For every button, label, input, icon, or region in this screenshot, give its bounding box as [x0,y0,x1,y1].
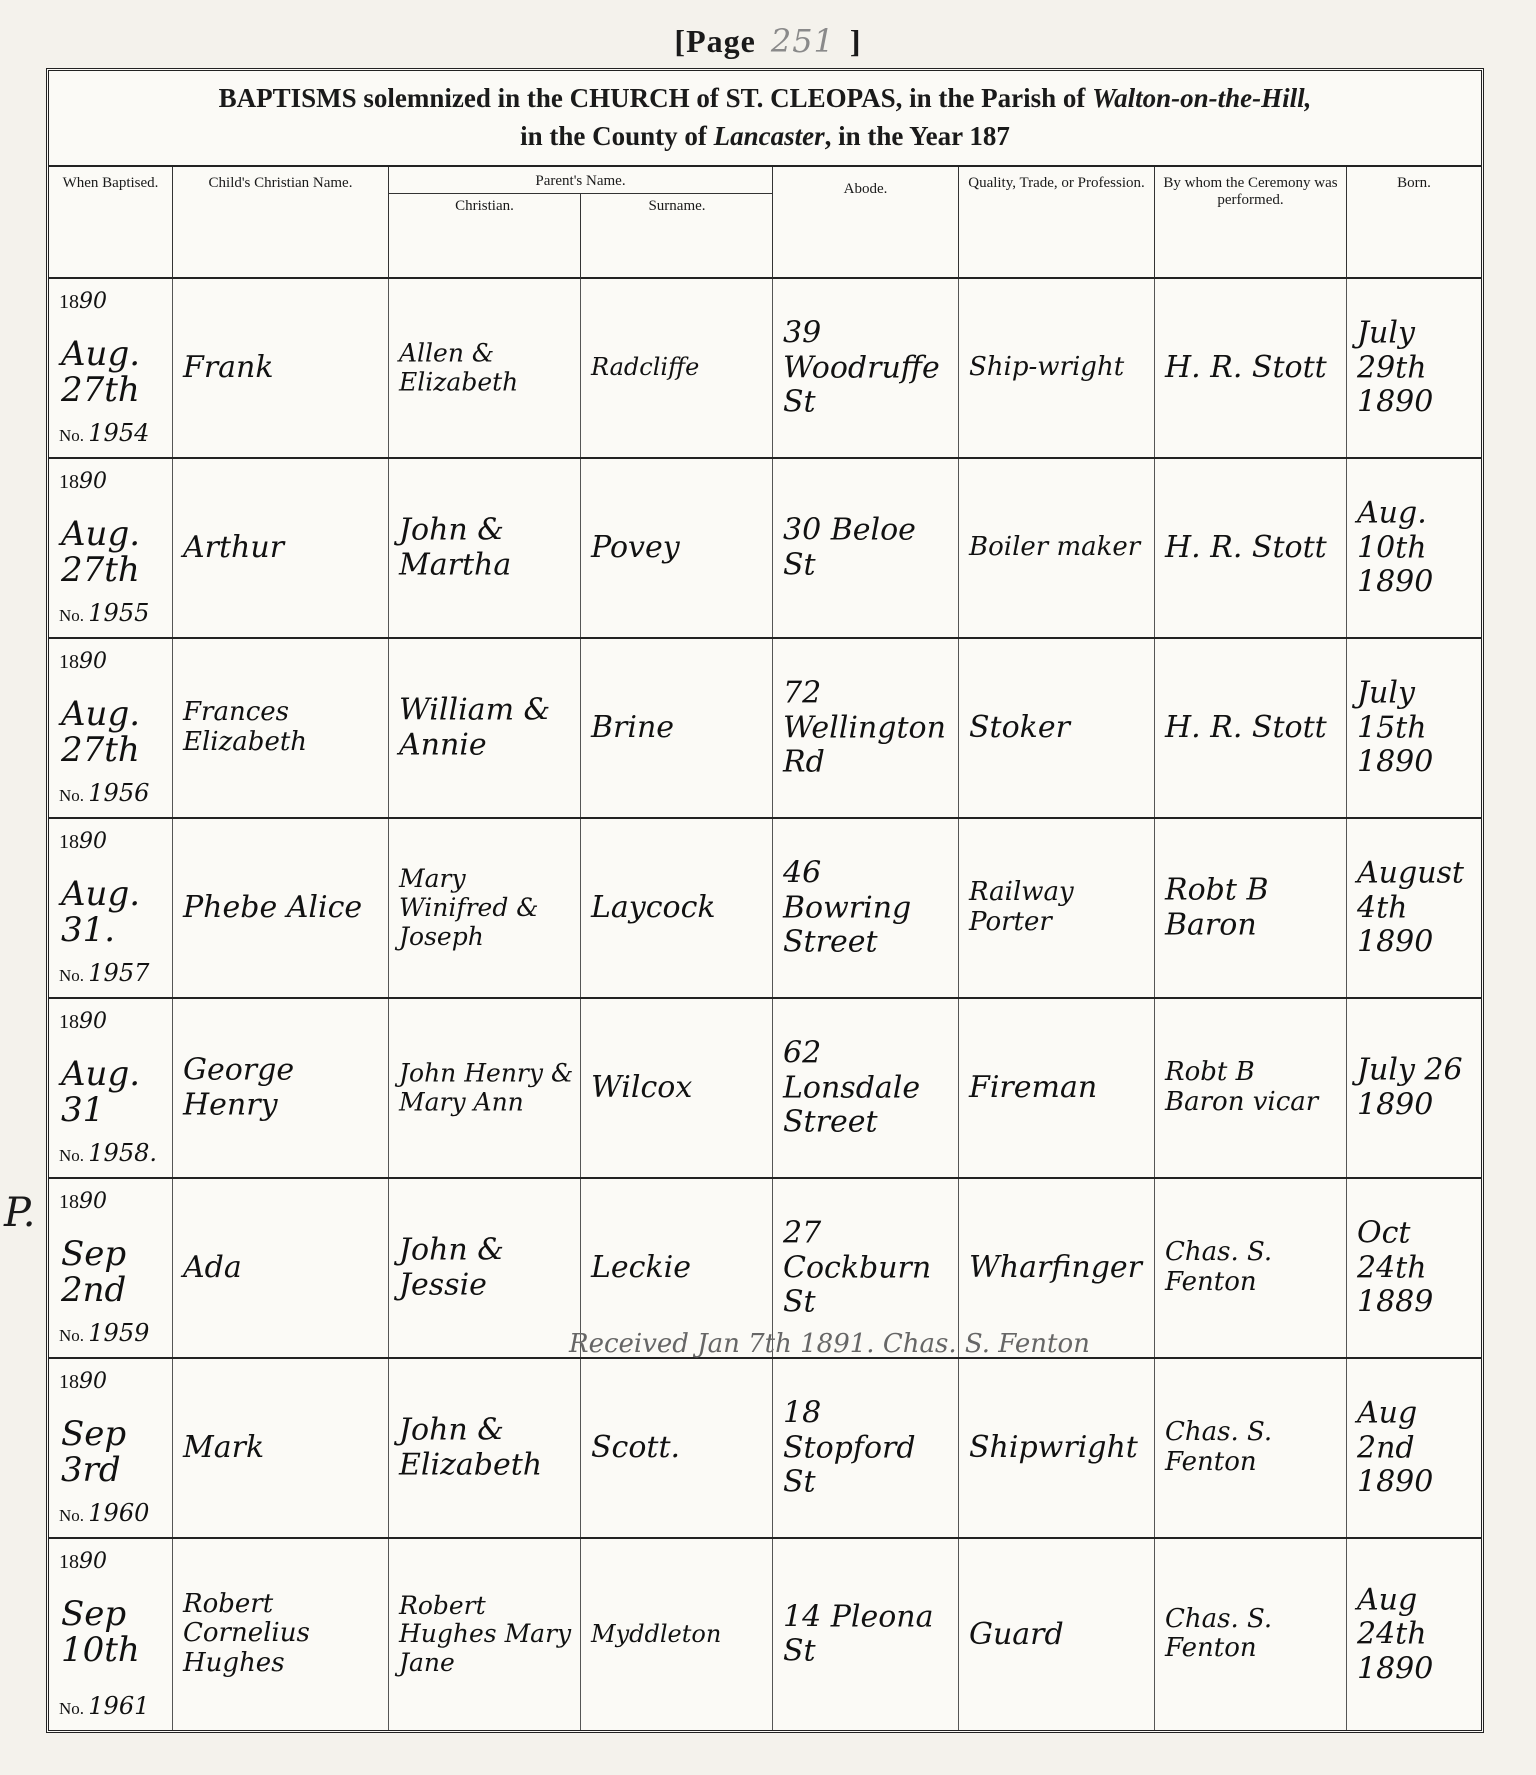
born-value: Oct 24th 1889 [1357,1215,1434,1320]
abode-value: 72 Wellington Rd [783,675,946,780]
abode-cell [773,639,959,817]
child-cell [173,639,389,817]
baptism-year [59,469,107,494]
year-suffix: 90 [79,829,107,854]
born-value: July 15th 1890 [1357,675,1434,780]
quality-cell [959,639,1155,817]
quality-value: Fireman [969,1069,1098,1105]
quality-value: Wharfinger [969,1249,1143,1285]
year-suffix: 90 [79,1189,107,1214]
born-value: July 29th 1890 [1357,315,1434,420]
born-cell [1347,999,1481,1177]
entry-number [59,599,149,627]
by-value: Robt B Baron [1165,872,1269,942]
surname-value: Laycock [591,889,716,925]
when-baptised-cell [49,459,173,637]
christian-cell [389,1539,581,1730]
child-value: Ada [183,1249,242,1285]
entry-number [59,1319,149,1347]
child-value: Phebe Alice [183,889,363,925]
page-label-suffix: ] [849,23,862,59]
when-baptised-cell [49,819,173,997]
christian-cell [389,279,581,457]
surname-value: Wilcox [591,1069,693,1105]
heading-year: , in the Year 187 [824,121,1010,151]
entry-number-prefix: No. [59,966,89,985]
born-cell [1347,1539,1481,1730]
quality-cell [959,459,1155,637]
christian-cell [389,639,581,817]
child-cell [173,1539,389,1730]
register-entry-row [49,1539,1481,1730]
register-entry-row [49,459,1481,639]
year-prefix: 18 [59,291,79,313]
christian-value: John & Jessie [399,1232,504,1302]
heading-line-2 [49,117,1481,155]
christian-cell [389,819,581,997]
child-cell [173,999,389,1177]
year-prefix: 18 [59,471,79,493]
register-entry-row [49,279,1481,459]
baptism-date: Aug. 27th [61,334,141,410]
born-value: Aug 24th 1890 [1357,1581,1434,1686]
surname-cell [581,819,773,997]
year-suffix: 90 [79,649,107,674]
entry-number-prefix: No. [59,1506,89,1525]
child-value: Frances Elizabeth [183,697,308,757]
column-group-parents [389,167,773,279]
born-cell [1347,1179,1481,1357]
by-cell [1155,639,1347,817]
by-cell [1155,999,1347,1177]
by-cell [1155,459,1347,637]
surname-cell [581,1359,773,1537]
column-header-child: Child's Christian Name. [173,167,389,279]
surname-value: Radcliffe [591,353,700,382]
quality-value: Boiler maker [969,532,1141,563]
baptism-date: Sep 10th [61,1594,140,1670]
entry-number-value: 1959 [88,1319,150,1347]
child-cell [173,819,389,997]
baptism-year [59,1369,107,1394]
page-number: 251 [770,22,835,60]
born-value: July 26 1890 [1357,1052,1463,1122]
christian-value: William & Annie [399,692,551,762]
by-value: Robt B Baron vicar [1165,1057,1319,1117]
when-baptised-cell [49,279,173,457]
born-cell [1347,819,1481,997]
column-header-quality: Quality, Trade, or Profession. [959,167,1155,279]
child-value: George Henry [183,1052,295,1122]
entry-number-prefix: No. [59,1699,89,1718]
register-entry-row [49,819,1481,999]
column-header-surname: Surname. [648,198,706,214]
quality-value: Ship-wright [969,352,1125,383]
column-header-by-whom: By whom the Ceremony was performed. [1155,167,1347,279]
year-suffix: 90 [79,1009,107,1034]
surname-cell [581,999,773,1177]
baptism-date: Aug. 27th [61,514,141,590]
christian-value: John Henry & Mary Ann [399,1058,574,1116]
by-value: H. R. Stott [1165,709,1327,745]
register-entry-row [49,1179,1481,1359]
register-entry-row [49,639,1481,819]
when-baptised-cell [49,999,173,1177]
surname-value: Myddleton [591,1619,722,1648]
baptism-year [59,829,107,854]
register-heading [49,71,1481,167]
child-value: Frank [183,349,274,385]
christian-value: Robert Hughes Mary Jane [399,1590,572,1677]
born-value: Aug 2nd 1890 [1357,1395,1434,1500]
column-header-when: When Baptised. [49,167,173,279]
surname-cell [581,279,773,457]
entry-number [59,1692,149,1720]
quality-cell [959,819,1155,997]
surname-value: Scott. [591,1429,681,1465]
year-prefix: 18 [59,651,79,673]
by-value: Chas. S. Fenton [1165,1237,1273,1297]
column-header-christian: Christian. [389,194,581,279]
quality-value: Stoker [969,709,1070,745]
abode-cell [773,819,959,997]
entry-number-value: 1955 [88,599,150,627]
entry-number-prefix: No. [59,1326,89,1345]
abode-value: 14 Pleona St [783,1599,934,1669]
year-prefix: 18 [59,1011,79,1033]
baptism-year [59,1549,107,1574]
abode-value: 18 Stopford St [783,1395,916,1500]
baptism-date: Sep 2nd [61,1234,127,1310]
child-cell [173,1359,389,1537]
christian-cell [389,459,581,637]
surname-value: Brine [591,709,675,745]
child-cell [173,459,389,637]
entry-number-value: 1961 [88,1692,150,1720]
christian-value: Mary Winifred & Joseph [399,863,539,951]
when-baptised-cell [49,1179,173,1357]
quality-cell [959,279,1155,457]
entry-number-prefix: No. [59,1146,89,1165]
born-value: August 4th 1890 [1357,855,1464,960]
quality-value: Shipwright [969,1429,1138,1465]
surname-cell [581,459,773,637]
abode-value: 30 Beloe St [783,512,916,582]
when-baptised-cell [49,1539,173,1730]
entry-number-value: 1954 [88,419,150,447]
entry-number-prefix: No. [59,606,89,625]
baptism-year [59,1009,107,1034]
baptism-year [59,649,107,674]
abode-cell [773,999,959,1177]
by-cell [1155,1179,1347,1357]
quality-cell [959,999,1155,1177]
by-value: Chas. S. Fenton [1165,1603,1273,1664]
baptism-date: Aug. 31 [61,1054,141,1130]
born-cell [1347,279,1481,457]
quality-value: Railway Porter [969,877,1074,937]
abode-value: 39 Woodruffe St [783,315,940,420]
heading-line-1 [49,79,1481,117]
year-prefix: 18 [59,1371,79,1393]
child-cell [173,279,389,457]
by-cell [1155,279,1347,457]
by-cell [1155,1539,1347,1730]
abode-cell [773,1359,959,1537]
heading-text: in the County of [520,121,714,151]
entry-number [59,419,149,447]
born-cell [1347,459,1481,637]
born-cell [1347,1359,1481,1537]
child-cell [173,1179,389,1357]
page-label-prefix: [Page [674,23,756,59]
register-entry-row [49,1359,1481,1539]
entry-number-prefix: No. [59,426,89,445]
year-suffix: 90 [79,289,107,314]
baptism-date: Aug. 31. [61,874,141,950]
entry-number-value: 1957 [88,959,150,987]
quality-value: Guard [969,1616,1064,1652]
year-suffix: 90 [79,1369,107,1394]
year-prefix: 18 [59,1191,79,1213]
abode-value: 27 Cockburn St [783,1215,932,1320]
year-suffix: 90 [79,1549,107,1574]
column-header-parents: Parent's Name. [389,167,772,194]
abode-value: 62 Lonsdale Street [783,1035,921,1140]
baptism-date: Aug. 27th [61,694,141,770]
baptism-year [59,1189,107,1214]
abode-cell [773,459,959,637]
margin-note: P. [4,1190,36,1236]
quality-cell [959,1359,1155,1537]
christian-value: John & Elizabeth [399,1412,543,1482]
entry-number-value: 1956 [88,779,150,807]
entry-number-prefix: No. [59,786,89,805]
surname-value: Leckie [591,1249,692,1285]
year-suffix: 90 [79,469,107,494]
abode-cell [773,279,959,457]
surname-cell [581,1539,773,1730]
born-value: Aug. 10th 1890 [1357,495,1434,600]
by-value: Chas. S. Fenton [1165,1417,1273,1477]
christian-value: Allen & Elizabeth [399,338,519,396]
baptism-year [59,289,107,314]
heading-parish: Walton-on-the-Hill, [1092,83,1312,113]
entry-number [59,779,149,807]
when-baptised-cell [49,1359,173,1537]
register-entry-row [49,999,1481,1179]
abode-value: 46 Bowring Street [783,855,912,960]
year-prefix: 18 [59,831,79,853]
column-header-abode: Abode. [773,167,959,279]
received-note: Received Jan 7th 1891. Chas. S. Fenton [569,1329,1090,1359]
entry-number-value: 1960 [88,1499,150,1527]
abode-cell [773,1539,959,1730]
page-number-label [0,22,1536,60]
entry-number [59,1499,149,1527]
born-cell [1347,639,1481,817]
by-cell [1155,819,1347,997]
column-header-born: Born. [1347,167,1481,279]
child-value: Arthur [183,529,285,565]
christian-cell [389,1179,581,1357]
quality-cell [959,1539,1155,1730]
christian-cell [389,999,581,1177]
surname-value: Povey [591,529,680,565]
christian-cell [389,1359,581,1537]
entry-number [59,959,149,987]
child-value: Mark [183,1429,265,1465]
year-prefix: 18 [59,1551,79,1573]
by-cell [1155,1359,1347,1537]
surname-cell [581,639,773,817]
christian-value: John & Martha [399,512,512,582]
when-baptised-cell [49,639,173,817]
child-value: Robert Cornelius Hughes [183,1588,310,1679]
heading-text: BAPTISMS solemnized in the CHURCH of ST. CLEOPAS, in the Parish of [218,83,1093,113]
register-sheet [46,68,1484,1733]
entry-number [59,1139,157,1167]
baptism-date: Sep 3rd [61,1414,127,1490]
entry-number-value: 1958. [88,1139,157,1167]
by-value: H. R. Stott [1165,529,1327,565]
heading-county: Lancaster [713,121,825,151]
by-value: H. R. Stott [1165,349,1327,385]
